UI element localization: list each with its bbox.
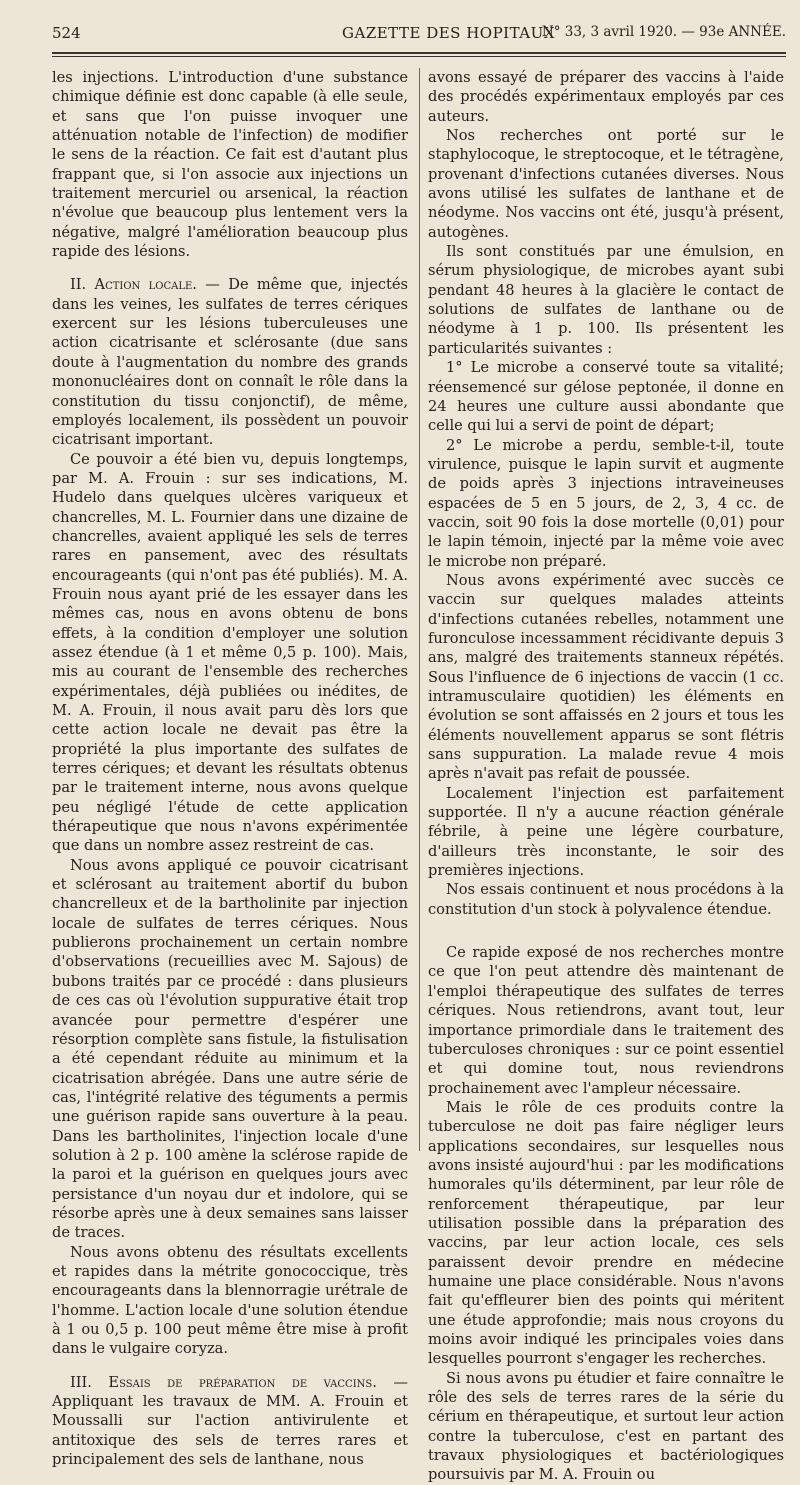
left-column bbox=[52, 68, 408, 1469]
paragraph: Nos essais continuent et nous procédons à la constitution d'un stock à polyvalence étendue. bbox=[428, 880, 784, 919]
paragraph: Nous avons obtenu des résultats excellents et rapides dans la métrite gonococcique, très encourageants dans la blennorragie urétrale de l'homme. L'action locale d'une solution étendue à 1 ou 0,5 p. 100 peut même être mise à profit dans le vulgaire coryza. bbox=[52, 1243, 408, 1359]
paragraph: Ils sont constitués par une émulsion, en sérum physiologique, de microbes ayant subi pendant 48 heures à la glacière le contact de solutions de sulfates de lanthane ou de néodyme à 1 p. 100. Ils présentent les particularités suivantes : bbox=[428, 242, 784, 358]
paragraph: 2° Le microbe a perdu, semble-t-il, toute virulence, puisque le lapin survit et augmente de poids après 3 injections intraveineuses espacées de 5 en 5 jours, de 2, 3, 4 cc. de vaccin, soit 90 fois la dose mortelle (0,01) pour le lapin témoin, injecté par la même voie avec le microbe non préparé. bbox=[428, 436, 784, 571]
paragraph-text: — De même que, injectés dans les veines, les sulfates de terres cériques exercent sur les lésions tuberculeuses une action cicatrisante et sclérosante (due sans doute à l'augmentation du nombre des grands mononucléaires dont on connaît le rôle dans la constitution du tissu conjonctif), de même, employés localement, ils possèdent un pouvoir cicatrisant important. bbox=[52, 276, 408, 448]
paragraph: Nous avons appliqué ce pouvoir cicatrisant et sclérosant au traitement abortif du bubon chancrelleux et de la bartholinite par injection locale de sulfates de terres cériques. Nous publierons prochainement un certain nombre d'observations (recueillies avec M. Sajous) de bubons traités par ce procédé : dans plusieurs de ces cas où l'évolution suppurative était trop avancée pour permettre d'espérer une résorption complète sans fistule, la fistulisation a été cependant réduite au minimum et la cicatrisation abrégée. Dans une autre série de cas, l'intégrité relative des téguments a permis une guérison rapide sans ouverture à la peau. Dans les bartholinites, l'injection locale d'une solution à 2 p. 100 amène la sclérose rapide de la paroi et la guérison en quelques jours avec persistance d'un noyau dur et indolore, qui se résorbe après une à deux semaines sans laisser de traces. bbox=[52, 856, 408, 1243]
paragraph: Mais le rôle de ces produits contre la tuberculose ne doit pas faire négliger leurs applications secondaires, sur lesquelles nous avons insisté aujourd'hui : par les modifications humorales qu'ils déterminent, par leur rôle de renforcement thérapeutique, par leur utilisation possible dans la préparation des vaccins, par leur action locale, ces sels paraissent devoir prendre en médecine humaine une place considérable. Nous n'avons fait qu'effleurer bien des points qui méritent une étude approfondie; mais nous croyons du moins avoir indiqué les principales voies dans lesquelles pourront s'engager les recherches. bbox=[428, 1098, 784, 1369]
page-header bbox=[52, 22, 786, 46]
header-rule-thin bbox=[52, 56, 786, 57]
section-vaccins bbox=[52, 1373, 408, 1470]
article-body bbox=[52, 68, 786, 1171]
column-divider bbox=[419, 68, 420, 1151]
paragraph: Ce pouvoir a été bien vu, depuis longtemps, par M. A. Frouin : sur ses indications, M. Hudelo dans quelques ulcères variqueux et chancrelles, M. L. Fournier dans une dizaine de chancrelles, avaient appliqué les sels de terres rares en pansement, avec des résultats encourageants (qui n'ont pas été publiés). M. A. Frouin nous ayant prié de les essayer dans les mêmes cas, nous en avons obtenu de bons effets, à la condition d'employer une solution assez étendue (à 1 et même 0,5 p. 100). Mais, mis au courant de l'ensemble des recherches expérimentales, déjà publiées ou inédites, de M. A. Frouin, il nous avait paru dès lors que cette action locale ne devait pas être la propriété la plus importante des sulfates de terres cériques; et devant les résultats obtenus par le traitement interne, nous avons quelque peu négligé l'étude de cette application thérapeutique que nous n'avons expérimentée que dans un nombre assez restreint de cas. bbox=[52, 450, 408, 856]
page-number: 524 bbox=[52, 24, 81, 42]
paragraph: Nous avons expérimenté avec succès ce vaccin sur quelques malades atteints d'infections cutanées rebelles, notamment une furonculose incessamment récidivante depuis 3 ans, malgré des traitements stanneux répétés. Sous l'influence de 6 injections de vaccin (1 cc. intramusculaire quotidien) les éléments en évolution se sont affaissés en 2 jours et tous les éléments nouvellement apparus se sont flétris sans suppuration. La malade revue 4 mois après n'avait pas refait de poussée. bbox=[428, 571, 784, 784]
section-heading: II. Action locale. bbox=[70, 276, 197, 293]
paragraph: 1° Le microbe a conservé toute sa vitalité; réensemencé sur gélose peptonée, il donne en 24 heures une culture aussi abondante que celle qui lui a servi de point de départ; bbox=[428, 358, 784, 435]
section-action-locale bbox=[52, 275, 408, 449]
paragraph: avons essayé de préparer des vaccins à l'aide des procédés expérimentaux employés par ces auteurs. bbox=[428, 68, 784, 126]
paragraph: les injections. L'introduction d'une substance chimique définie est donc capable (à elle seule, et sans que l'on puisse invoquer une atténuation notable de l'infection) de modifier le sens de la réaction. Ce fait est d'autant plus frappant que, si l'on associe aux injections un traitement mercuriel ou arsenical, la réaction n'évolue que beaucoup plus lentement vers la négative, malgré l'amélioration beaucoup plus rapide des lésions. bbox=[52, 68, 408, 261]
right-column bbox=[428, 68, 784, 1485]
paragraph: Ce rapide exposé de nos recherches montre ce que l'on peut attendre dès maintenant de l'emploi thérapeutique des sulfates de terres cériques. Nous retiendrons, avant tout, leur importance primordiale dans le traitement des tuberculoses chroniques : sur ce point essentiel et qui domine tout, nous reviendrons prochainement avec l'ampleur nécessaire. bbox=[428, 943, 784, 1098]
paragraph: Nos recherches ont porté sur le staphylocoque, le streptocoque, et le tétragène, provenant d'infections cutanées diverses. Nous avons utilisé les sulfates de lanthane et de néodyme. Nos vaccins ont été, jusqu'à présent, autogènes. bbox=[428, 126, 784, 242]
issue-info: N° 33, 3 avril 1920. — 93e ANNÉE. bbox=[542, 24, 786, 40]
paragraph: Si nous avons pu étudier et faire connaître le rôle des sels de terres rares de la série du cérium en thérapeutique, et surtout leur action contre la tuberculose, c'est en partant des travaux physiologiques et bactériologiques poursuivis par M. A. Frouin ou bbox=[428, 1369, 784, 1485]
journal-title: GAZETTE DES HOPITAUX bbox=[342, 24, 555, 42]
paragraph: Localement l'injection est parfaitement supportée. Il n'y a aucune réaction générale fébrile, à peine une légère courbature, d'ailleurs très inconstante, le soir des premières injections. bbox=[428, 784, 784, 881]
header-rule bbox=[52, 52, 786, 54]
section-heading: III. Essais de préparation de vaccins. bbox=[70, 1374, 377, 1391]
paragraph-text: — Appliquant les travaux de MM. A. Frouin et Moussalli sur l'action antivirulente et antitoxique des sels de terres rares et principalement des sels de lanthane, nous bbox=[52, 1374, 408, 1468]
